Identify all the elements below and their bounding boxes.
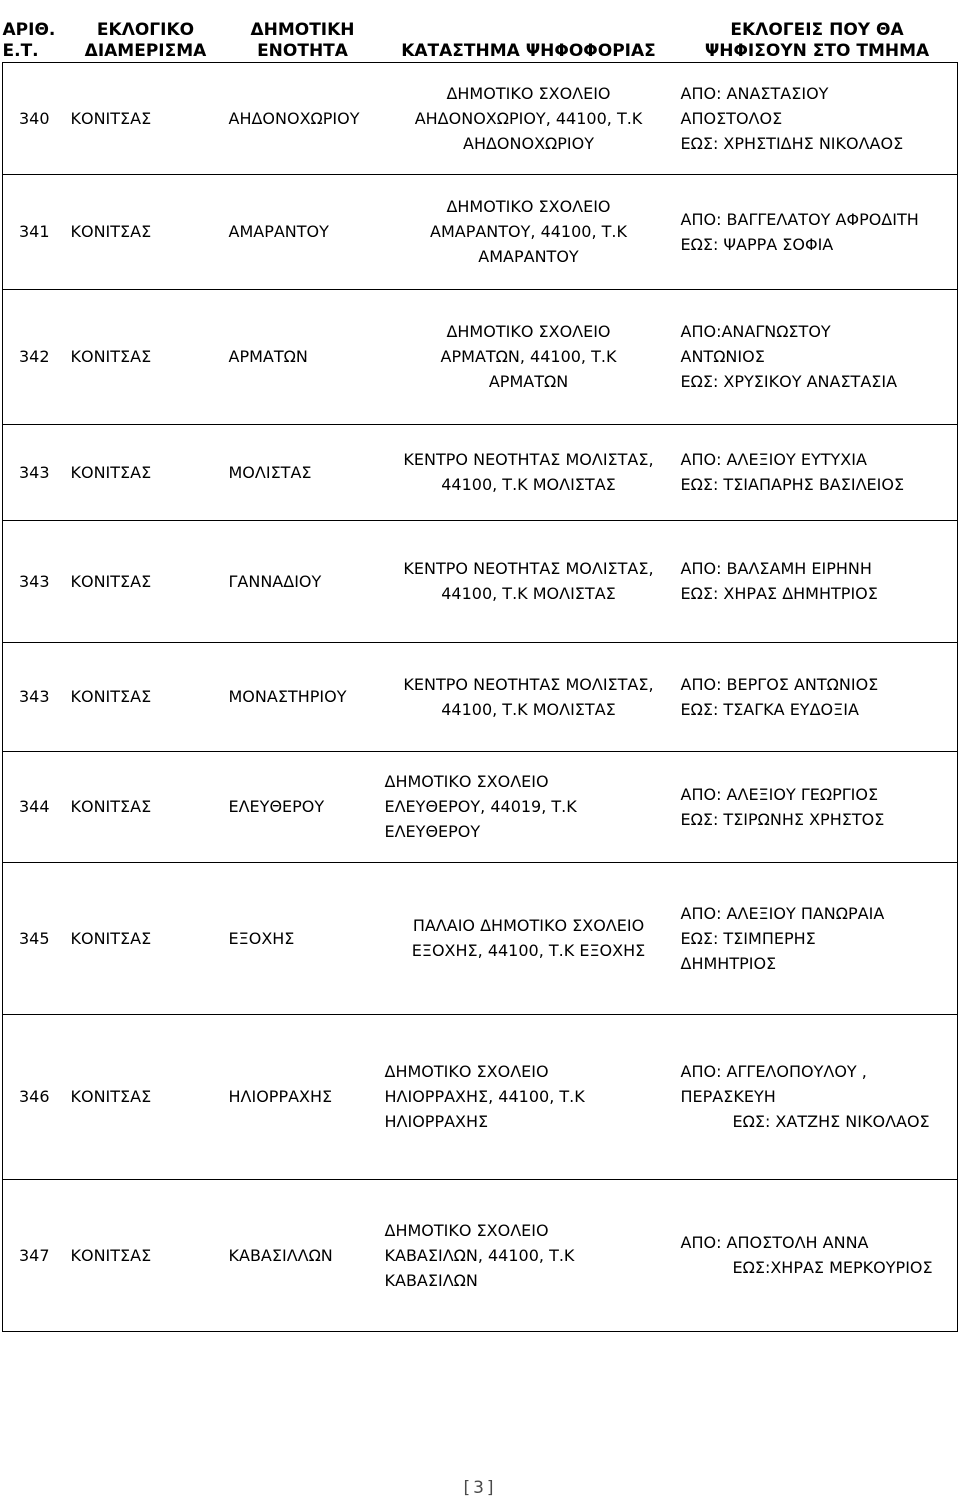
row-unit: ΑΜΑΡΑΝΤΟΥ bbox=[225, 174, 381, 289]
table-row bbox=[3, 751, 958, 862]
row-division: ΚΟΝΙΤΣΑΣ bbox=[67, 862, 225, 1014]
row-number: 341 bbox=[3, 174, 67, 289]
row-number: 346 bbox=[3, 1014, 67, 1179]
header-unit: ΔΗΜΟΤΙΚΗ ΕΝΟΤΗΤΑ bbox=[225, 0, 381, 62]
row-voters-range: ΑΠΟ: ΑΛΕΞΙΟΥ ΓΕΩΡΓΙΟΣ ΕΩΣ: ΤΣΙΡΩΝΗΣ ΧΡΗΣΤΟΣ bbox=[677, 751, 958, 862]
row-unit: ΕΛΕΥΘΕΡΟΥ bbox=[225, 751, 381, 862]
row-division: ΚΟΝΙΤΣΑΣ bbox=[67, 289, 225, 424]
row-voters-range: ΑΠΟ: ΒΕΡΓΟΣ ΑΝΤΩΝΙΟΣ ΕΩΣ: ΤΣΑΓΚΑ ΕΥΔΟΞΙΑ bbox=[677, 642, 958, 751]
row-voters-range: ΑΠΟ: ΑΝΑΣΤΑΣΙΟΥ ΑΠΟΣΤΟΛΟΣ ΕΩΣ: ΧΡΗΣΤΙΔΗΣ ΝΙΚΟΛΑΟΣ bbox=[677, 62, 958, 174]
row-polling-station: ΠΑΛΑΙΟ ΔΗΜΟΤΙΚΟ ΣΧΟΛΕΙΟ ΕΞΟΧΗΣ, 44100, Τ.Κ ΕΞΟΧΗΣ bbox=[381, 862, 677, 1014]
row-division: ΚΟΝΙΤΣΑΣ bbox=[67, 62, 225, 174]
row-unit: ΑΡΜΑΤΩΝ bbox=[225, 289, 381, 424]
row-polling-station: ΔΗΜΟΤΙΚΟ ΣΧΟΛΕΙΟ ΑΜΑΡΑΝΤΟΥ, 44100, Τ.Κ ΑΜΑΡΑΝΤΟΥ bbox=[381, 174, 677, 289]
table-body bbox=[3, 62, 958, 1331]
row-polling-station: ΔΗΜΟΤΙΚΟ ΣΧΟΛΕΙΟ ΑΗΔΟΝΟΧΩΡΙΟΥ, 44100, Τ.Κ ΑΗΔΟΝΟΧΩΡΙΟΥ bbox=[381, 62, 677, 174]
header-row bbox=[3, 0, 958, 62]
row-unit: ΜΟΝΑΣΤΗΡΙΟΥ bbox=[225, 642, 381, 751]
table-row bbox=[3, 289, 958, 424]
row-voters-range: ΑΠΟ: ΑΛΕΞΙΟΥ ΠΑΝΩΡΑΙΑ ΕΩΣ: ΤΣΙΜΠΕΡΗΣ ΔΗΜΗΤΡΙΟΣ bbox=[677, 862, 958, 1014]
row-number: 347 bbox=[3, 1179, 67, 1331]
row-polling-station: ΔΗΜΟΤΙΚΟ ΣΧΟΛΕΙΟ ΗΛΙΟΡΡΑΧΗΣ, 44100, Τ.Κ ΗΛΙΟΡΡΑΧΗΣ bbox=[381, 1014, 677, 1179]
page-number: [3] bbox=[463, 1478, 497, 1498]
table-row bbox=[3, 1179, 958, 1331]
row-division: ΚΟΝΙΤΣΑΣ bbox=[67, 424, 225, 520]
row-number: 340 bbox=[3, 62, 67, 174]
row-unit: ΓΑΝΝΑΔΙΟΥ bbox=[225, 520, 381, 642]
row-voters-range: ΑΠΟ: ΑΓΓΕΛΟΠΟΥΛΟΥ , ΠΕΡΑΣΚΕΥΗ ΕΩΣ: ΧΑΤΖΗΣ ΝΙΚΟΛΑΟΣ bbox=[677, 1014, 958, 1179]
row-voters-range: ΑΠΟ: ΑΛΕΞΙΟΥ ΕΥΤΥΧΙΑ ΕΩΣ: ΤΣΙΑΠΑΡΗΣ ΒΑΣΙΛΕΙΟΣ bbox=[677, 424, 958, 520]
table-row bbox=[3, 862, 958, 1014]
row-division: ΚΟΝΙΤΣΑΣ bbox=[67, 1179, 225, 1331]
header-store: ΚΑΤΑΣΤΗΜΑ ΨΗΦΟΦΟΡΙΑΣ bbox=[381, 0, 677, 62]
row-number: 345 bbox=[3, 862, 67, 1014]
table-row bbox=[3, 520, 958, 642]
row-division: ΚΟΝΙΤΣΑΣ bbox=[67, 174, 225, 289]
row-polling-station: ΚΕΝΤΡΟ ΝΕΟΤΗΤΑΣ ΜΟΛΙΣΤΑΣ, 44100, Τ.Κ ΜΟΛΙΣΤΑΣ bbox=[381, 424, 677, 520]
row-polling-station: ΔΗΜΟΤΙΚΟ ΣΧΟΛΕΙΟ ΚΑΒΑΣΙΛΩΝ, 44100, Τ.Κ ΚΑΒΑΣΙΛΩΝ bbox=[381, 1179, 677, 1331]
row-polling-station: ΔΗΜΟΤΙΚΟ ΣΧΟΛΕΙΟ ΕΛΕΥΘΕΡΟΥ, 44019, Τ.Κ ΕΛΕΥΘΕΡΟΥ bbox=[381, 751, 677, 862]
row-polling-station: ΚΕΝΤΡΟ ΝΕΟΤΗΤΑΣ ΜΟΛΙΣΤΑΣ, 44100, Τ.Κ ΜΟΛΙΣΤΑΣ bbox=[381, 520, 677, 642]
table-row bbox=[3, 62, 958, 174]
row-voters-range: ΑΠΟ: ΒΑΛΣΑΜΗ ΕΙΡΗΝΗ ΕΩΣ: ΧΗΡΑΣ ΔΗΜΗΤΡΙΟΣ bbox=[677, 520, 958, 642]
polling-stations-table bbox=[2, 0, 958, 1332]
row-division: ΚΟΝΙΤΣΑΣ bbox=[67, 1014, 225, 1179]
row-voters-range: ΑΠΟ:ΑΝΑΓΝΩΣΤΟΥ ΑΝΤΩΝΙΟΣ ΕΩΣ: ΧΡΥΣΙΚΟΥ ΑΝΑΣΤΑΣΙΑ bbox=[677, 289, 958, 424]
table-row bbox=[3, 174, 958, 289]
row-number: 342 bbox=[3, 289, 67, 424]
row-division: ΚΟΝΙΤΣΑΣ bbox=[67, 751, 225, 862]
row-division: ΚΟΝΙΤΣΑΣ bbox=[67, 520, 225, 642]
row-voters-range: ΑΠΟ: ΑΠΟΣΤΟΛΗ ΑΝΝΑ ΕΩΣ:ΧΗΡΑΣ ΜΕΡΚΟΥΡΙΟΣ bbox=[677, 1179, 958, 1331]
row-voters-range: ΑΠΟ: ΒΑΓΓΕΛΑΤΟΥ ΑΦΡΟΔΙΤΗ ΕΩΣ: ΨΑΡΡΑ ΣΟΦΙΑ bbox=[677, 174, 958, 289]
row-division: ΚΟΝΙΤΣΑΣ bbox=[67, 642, 225, 751]
table-header bbox=[3, 0, 958, 62]
header-voters: ΕΚΛΟΓΕΙΣ ΠΟΥ ΘΑ ΨΗΦΙΣΟΥΝ ΣΤΟ ΤΜΗΜΑ bbox=[677, 0, 958, 62]
row-unit: ΗΛΙΟΡΡΑΧΗΣ bbox=[225, 1014, 381, 1179]
table-row bbox=[3, 1014, 958, 1179]
row-unit: ΕΞΟΧΗΣ bbox=[225, 862, 381, 1014]
table-row bbox=[3, 642, 958, 751]
row-unit: ΚΑΒΑΣΙΛΛΩΝ bbox=[225, 1179, 381, 1331]
row-number: 343 bbox=[3, 642, 67, 751]
row-polling-station: ΚΕΝΤΡΟ ΝΕΟΤΗΤΑΣ ΜΟΛΙΣΤΑΣ, 44100, Τ.Κ ΜΟΛΙΣΤΑΣ bbox=[381, 642, 677, 751]
header-division: ΕΚΛΟΓΙΚΟ ΔΙΑΜΕΡΙΣΜΑ bbox=[67, 0, 225, 62]
header-number: ΑΡΙΘ. Ε.Τ. bbox=[3, 0, 67, 62]
row-number: 344 bbox=[3, 751, 67, 862]
row-number: 343 bbox=[3, 424, 67, 520]
table-row bbox=[3, 424, 958, 520]
row-number: 343 bbox=[3, 520, 67, 642]
row-unit: ΑΗΔΟΝΟΧΩΡΙΟΥ bbox=[225, 62, 381, 174]
row-polling-station: ΔΗΜΟΤΙΚΟ ΣΧΟΛΕΙΟ ΑΡΜΑΤΩΝ, 44100, Τ.Κ ΑΡΜΑΤΩΝ bbox=[381, 289, 677, 424]
row-unit: ΜΟΛΙΣΤΑΣ bbox=[225, 424, 381, 520]
